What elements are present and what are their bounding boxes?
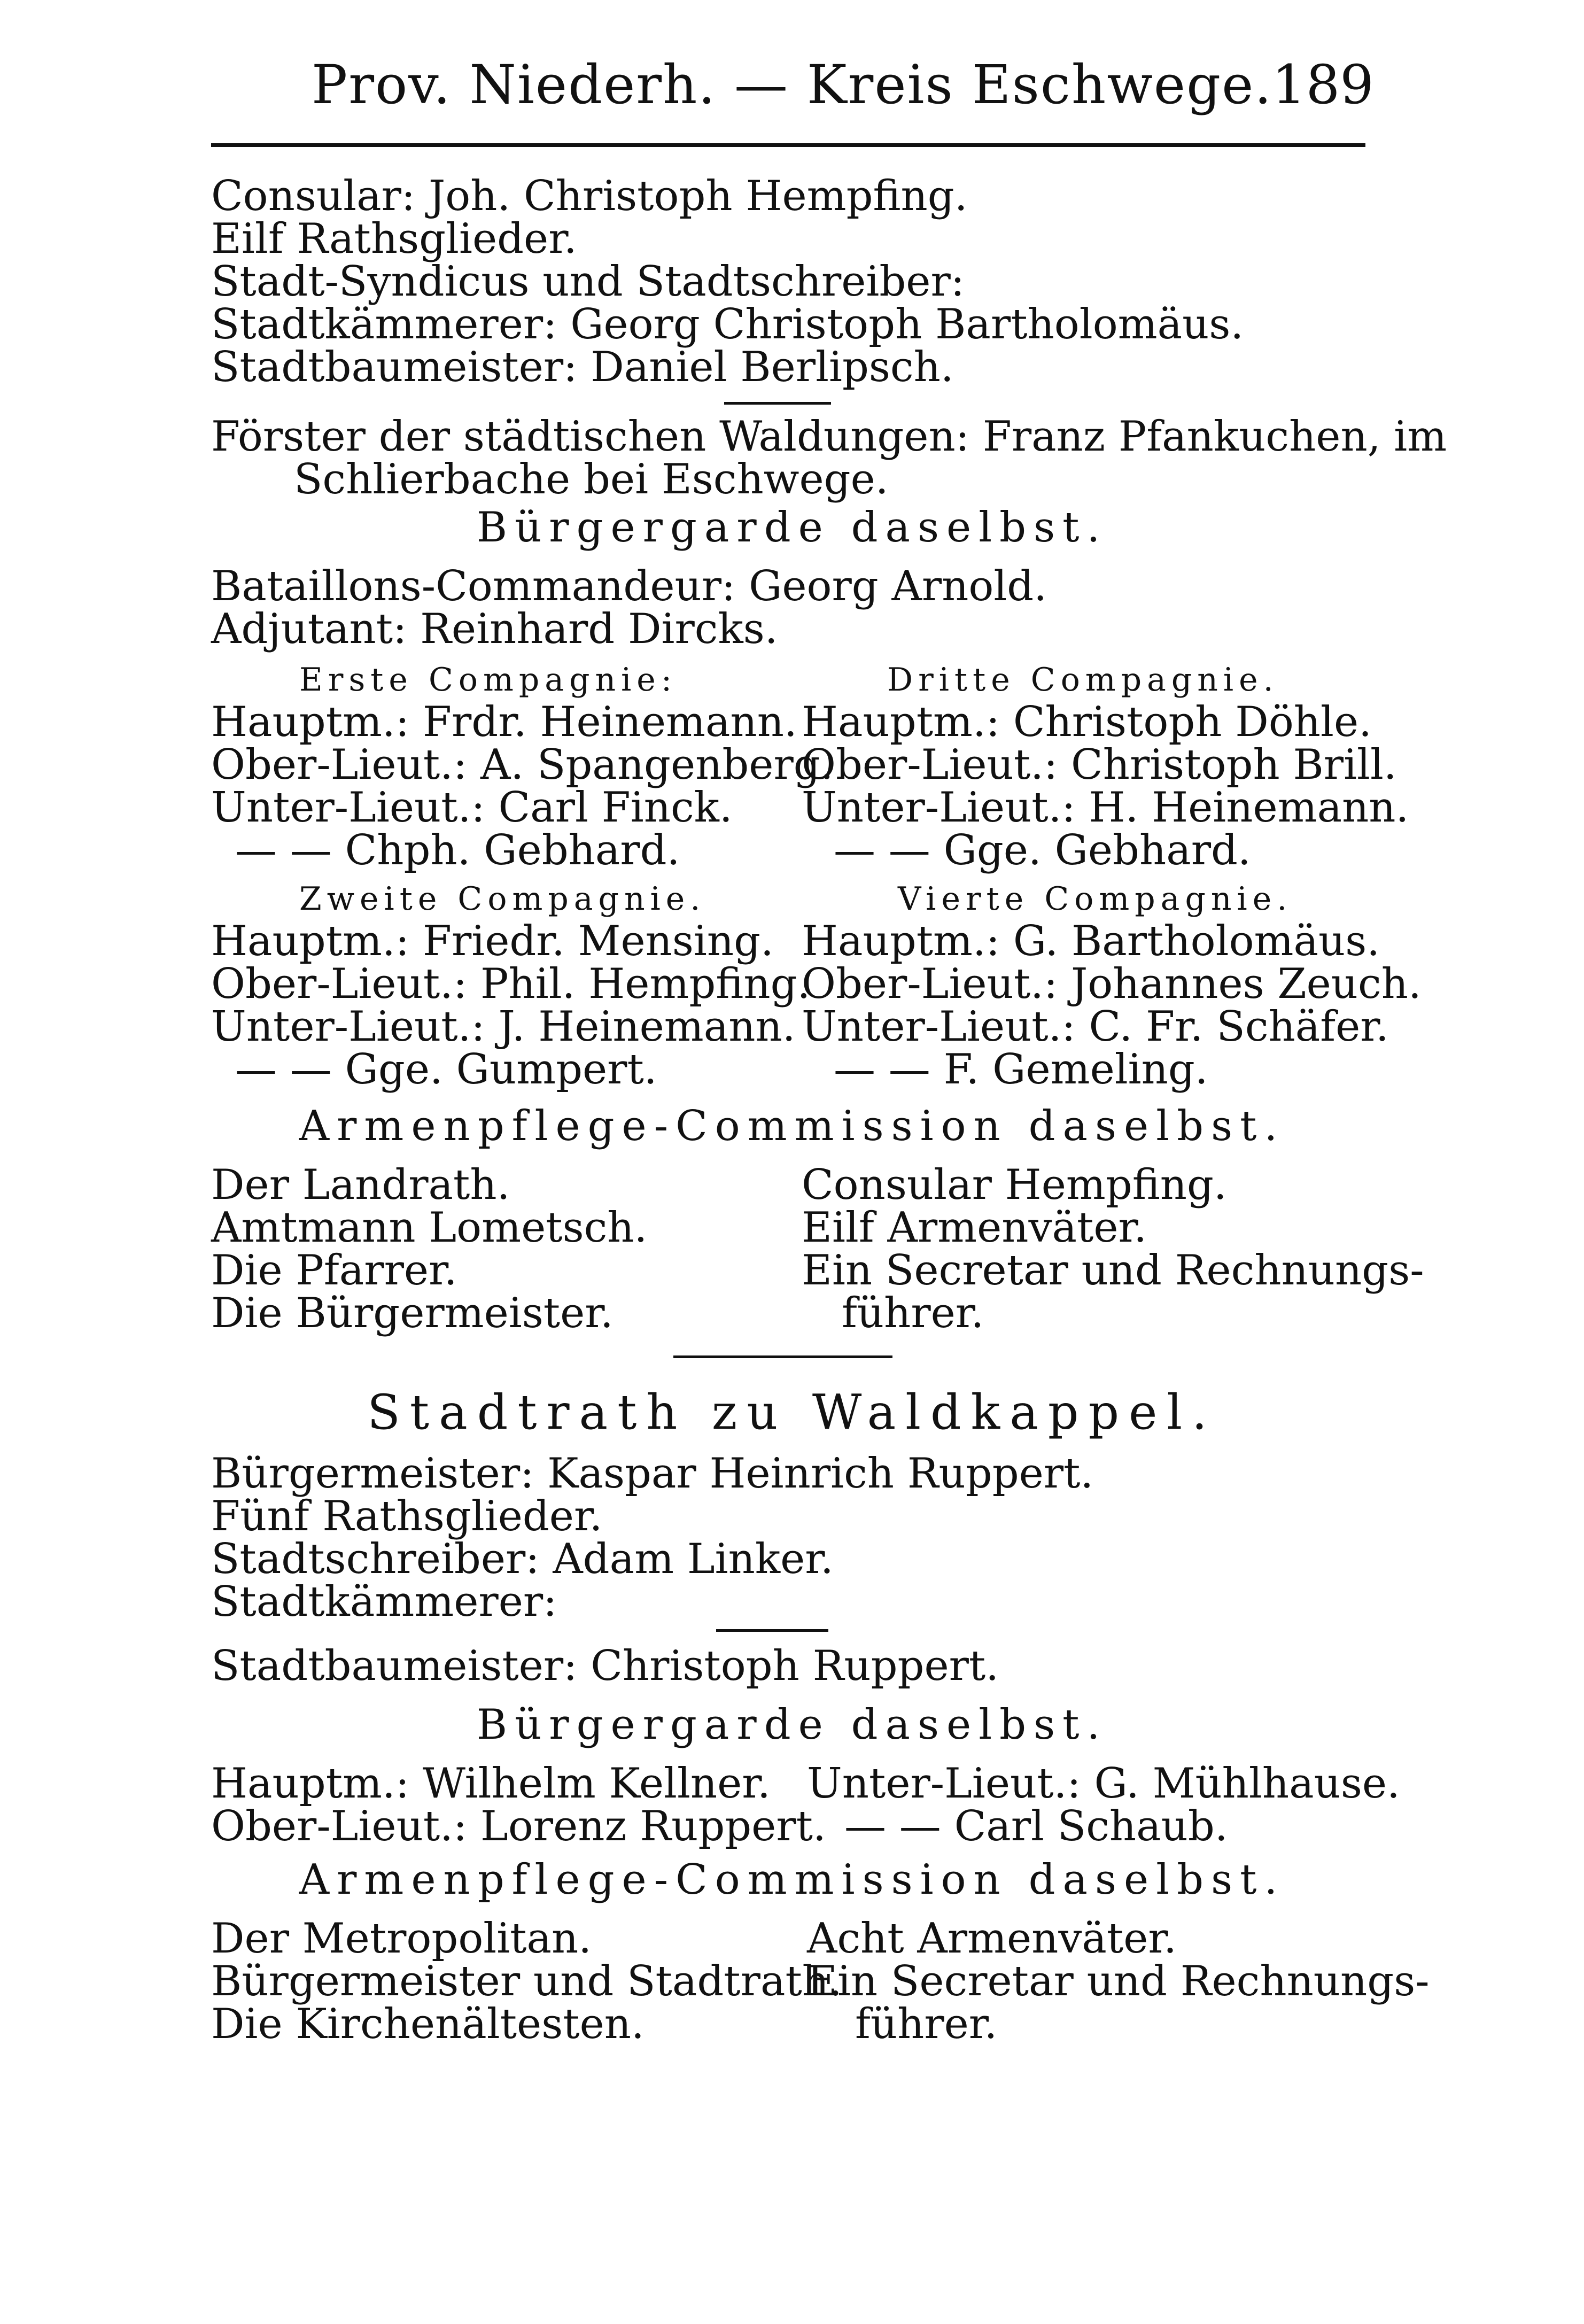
company-line: Unter-Lieut.: C. Fr. Schäfer. — [802, 1003, 1389, 1051]
company-line: Hauptm.: Frdr. Heinemann. — [211, 698, 797, 746]
company-line: — — Gge. Gebhard. — [834, 826, 1251, 874]
company-line: Ober-Lieut.: Johannes Zeuch. — [802, 960, 1422, 1008]
section-heading: Bürgergarde daselbst. — [476, 503, 1108, 552]
council-line: Stadt-Syndicus und Stadtschreiber: — [211, 258, 965, 306]
guard-line: — — Carl Schaub. — [844, 1802, 1228, 1850]
commission-member: Die Bürgermeister. — [211, 1289, 614, 1337]
section-divider — [673, 1355, 892, 1358]
commission-member: Eilf Armenväter. — [802, 1204, 1147, 1252]
commission-member: führer. — [855, 2000, 998, 2048]
section-heading: Armenpflege-Commission daselbst. — [299, 1102, 1285, 1150]
company-line: — — Gge. Gumpert. — [235, 1045, 657, 1094]
section-heading: Bürgergarde daselbst. — [476, 1701, 1108, 1749]
guard-line: Hauptm.: Wilhelm Kellner. — [211, 1760, 771, 1808]
builder-line: Stadtbaumeister: Christoph Ruppert. — [211, 1642, 999, 1690]
company-line: Hauptm.: Friedr. Mensing. — [211, 917, 774, 965]
section-title: Stadtrath zu Waldkappel. — [367, 1384, 1217, 1440]
council-line: Stadtkämmerer: — [211, 1578, 557, 1626]
divider-rule — [724, 402, 831, 405]
company-title: Vierte Compagnie. — [898, 880, 1293, 918]
commission-member: Acht Armenväter. — [807, 1915, 1177, 1963]
section-heading: Armenpflege-Commission daselbst. — [299, 1856, 1285, 1904]
forester-line: Schlierbache bei Eschwege. — [294, 455, 889, 503]
council-line: Bürgermeister: Kaspar Heinrich Ruppert. — [211, 1450, 1094, 1498]
commission-member: Bürgermeister und Stadtrath. — [211, 1957, 842, 2005]
council-line: Stadtbaumeister: Daniel Berlipsch. — [211, 343, 954, 391]
forester-line: Förster der städtischen Waldungen: Franz Pfankuchen, im — [211, 413, 1447, 461]
company-title: Erste Compagnie: — [299, 661, 678, 699]
commission-member: Der Landrath. — [211, 1161, 510, 1209]
running-header: Prov. Niederh. — Kreis Eschwege. — [311, 53, 1273, 116]
company-line: Hauptm.: G. Bartholomäus. — [802, 917, 1380, 965]
header-rule — [211, 143, 1365, 147]
commission-member: Die Kirchenältesten. — [211, 2000, 645, 2048]
company-title: Dritte Compagnie. — [887, 661, 1279, 699]
council-line: Stadtkämmerer: Georg Christoph Bartholomäus. — [211, 300, 1244, 348]
commission-member: Ein Secretar und Rechnungs- — [807, 1957, 1430, 2005]
council-line: Fünf Rathsglieder. — [211, 1492, 603, 1540]
guard-line: Ober-Lieut.: Lorenz Ruppert. — [211, 1802, 826, 1850]
company-line: Unter-Lieut.: Carl Finck. — [211, 784, 733, 832]
company-line: — — F. Gemeling. — [834, 1045, 1208, 1094]
company-line: Hauptm.: Christoph Döhle. — [802, 698, 1372, 746]
company-line: Ober-Lieut.: Phil. Hempfing. — [211, 960, 811, 1008]
commission-member: führer. — [842, 1289, 984, 1337]
council-line: Stadtschreiber: Adam Linker. — [211, 1535, 834, 1583]
company-line: — — Chph. Gebhard. — [235, 826, 680, 874]
commission-member: Die Pfarrer. — [211, 1246, 457, 1295]
company-line: Unter-Lieut.: H. Heinemann. — [802, 784, 1409, 832]
commission-member: Consular Hempfing. — [802, 1161, 1227, 1209]
company-line: Unter-Lieut.: J. Heinemann. — [211, 1003, 796, 1051]
commission-member: Ein Secretar und Rechnungs- — [802, 1246, 1424, 1295]
commission-member: Der Metropolitan. — [211, 1915, 592, 1963]
council-line: Consular: Joh. Christoph Hempfing. — [211, 172, 968, 220]
company-line: Ober-Lieut.: Christoph Brill. — [802, 741, 1397, 789]
company-line: Ober-Lieut.: A. Spangenberg. — [211, 741, 834, 789]
page-number: 189 — [1272, 53, 1374, 116]
adjutant-line: Adjutant: Reinhard Dircks. — [211, 605, 778, 653]
commission-member: Amtmann Lometsch. — [211, 1204, 648, 1252]
council-line: Eilf Rathsglieder. — [211, 215, 577, 263]
guard-line: Unter-Lieut.: G. Mühlhause. — [807, 1760, 1400, 1808]
commander-line: Bataillons-Commandeur: Georg Arnold. — [211, 562, 1047, 610]
company-title: Zweite Compagnie. — [299, 880, 706, 918]
divider-rule — [716, 1629, 828, 1632]
